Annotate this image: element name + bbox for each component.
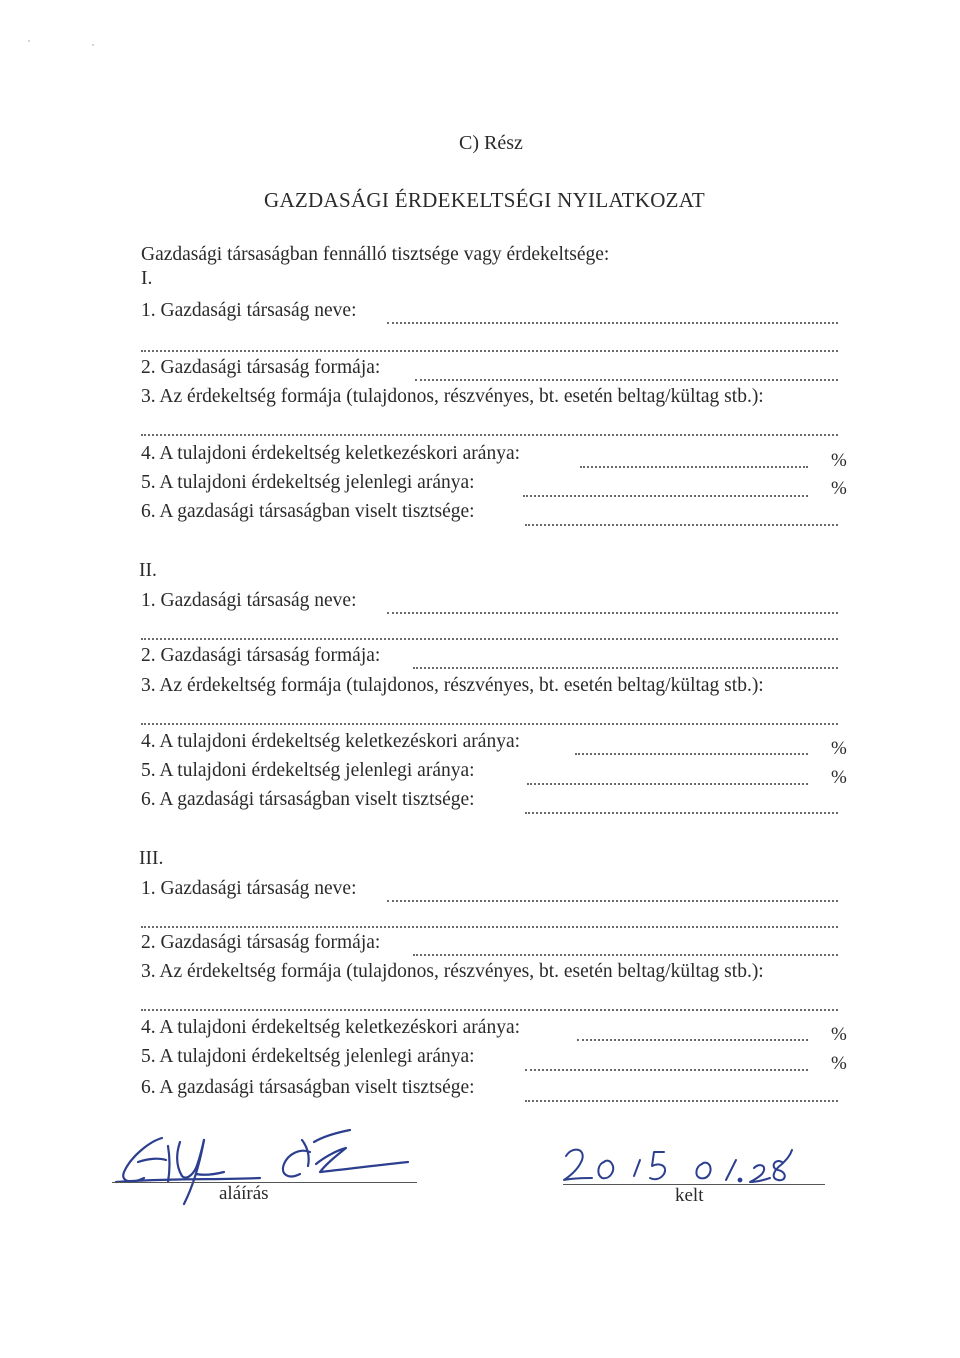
part-title: C) Rész — [459, 132, 523, 154]
company-name-label: 1. Gazdasági társaság neve: — [141, 300, 357, 321]
current-share-field[interactable] — [525, 1069, 808, 1071]
handwritten-signature — [110, 1118, 430, 1208]
date-label: kelt — [675, 1185, 704, 1206]
company-name-field-continued[interactable] — [141, 926, 838, 928]
signature-label: aláírás — [219, 1183, 269, 1204]
interest-form-label: 3. Az érdekeltség formája (tulajdonos, részvényes, bt. esetén beltag/kültag stb.): — [141, 675, 764, 696]
initial-share-label: 4. A tulajdoni érdekeltség keletkezéskori aránya: — [141, 443, 521, 464]
company-name-field-continued[interactable] — [141, 350, 838, 352]
position-field[interactable] — [525, 524, 838, 526]
scan-speck — [28, 40, 30, 42]
position-label: 6. A gazdasági társaságban viselt tisztsége: — [141, 789, 475, 810]
company-name-label: 1. Gazdasági társaság neve: — [141, 878, 357, 899]
section-numeral: III. — [139, 848, 164, 869]
initial-share-field[interactable] — [577, 1039, 808, 1041]
position-field[interactable] — [525, 812, 838, 814]
company-form-field[interactable] — [413, 954, 838, 956]
section-numeral: I. — [141, 268, 153, 289]
current-share-field[interactable] — [527, 783, 808, 785]
initial-share-label: 4. A tulajdoni érdekeltség keletkezéskori aránya: — [141, 1017, 521, 1038]
percent-sign: % — [831, 767, 847, 788]
company-form-field[interactable] — [413, 667, 838, 669]
interest-form-field[interactable] — [141, 723, 838, 725]
company-form-label: 2. Gazdasági társaság formája: — [141, 645, 381, 666]
scan-speck — [92, 44, 94, 46]
company-name-field-continued[interactable] — [141, 638, 838, 640]
interest-form-field[interactable] — [141, 1009, 838, 1011]
percent-sign: % — [831, 1024, 847, 1045]
company-form-label: 2. Gazdasági társaság formája: — [141, 357, 381, 378]
company-name-field[interactable] — [387, 612, 838, 614]
initial-share-label: 4. A tulajdoni érdekeltség keletkezéskori aránya: — [141, 731, 521, 752]
intro-text: Gazdasági társaságban fennálló tisztsége vagy érdekeltsége: — [141, 244, 610, 265]
interest-form-field[interactable] — [141, 434, 838, 436]
position-label: 6. A gazdasági társaságban viselt tisztsége: — [141, 501, 475, 522]
company-name-field[interactable] — [387, 900, 838, 902]
company-form-label: 2. Gazdasági társaság formája: — [141, 932, 381, 953]
percent-sign: % — [831, 738, 847, 759]
initial-share-field[interactable] — [580, 466, 808, 468]
company-name-label: 1. Gazdasági társaság neve: — [141, 590, 357, 611]
company-name-field[interactable] — [387, 322, 838, 324]
current-share-field[interactable] — [523, 495, 808, 497]
current-share-label: 5. A tulajdoni érdekeltség jelenlegi aránya: — [141, 760, 475, 781]
handwritten-date — [560, 1140, 830, 1190]
document-heading: GAZDASÁGI ÉRDEKELTSÉGI NYILATKOZAT — [264, 188, 706, 212]
company-form-field[interactable] — [415, 379, 838, 381]
percent-sign: % — [831, 1053, 847, 1074]
interest-form-label: 3. Az érdekeltség formája (tulajdonos, részvényes, bt. esetén beltag/kültag stb.): — [141, 386, 764, 407]
percent-sign: % — [831, 478, 847, 499]
position-label: 6. A gazdasági társaságban viselt tisztsége: — [141, 1077, 475, 1098]
interest-form-label: 3. Az érdekeltség formája (tulajdonos, részvényes, bt. esetén beltag/kültag stb.): — [141, 961, 764, 982]
current-share-label: 5. A tulajdoni érdekeltség jelenlegi aránya: — [141, 1046, 475, 1067]
section-numeral: II. — [139, 560, 157, 581]
position-field[interactable] — [525, 1100, 838, 1102]
percent-sign: % — [831, 450, 847, 471]
current-share-label: 5. A tulajdoni érdekeltség jelenlegi aránya: — [141, 472, 475, 493]
initial-share-field[interactable] — [575, 753, 808, 755]
